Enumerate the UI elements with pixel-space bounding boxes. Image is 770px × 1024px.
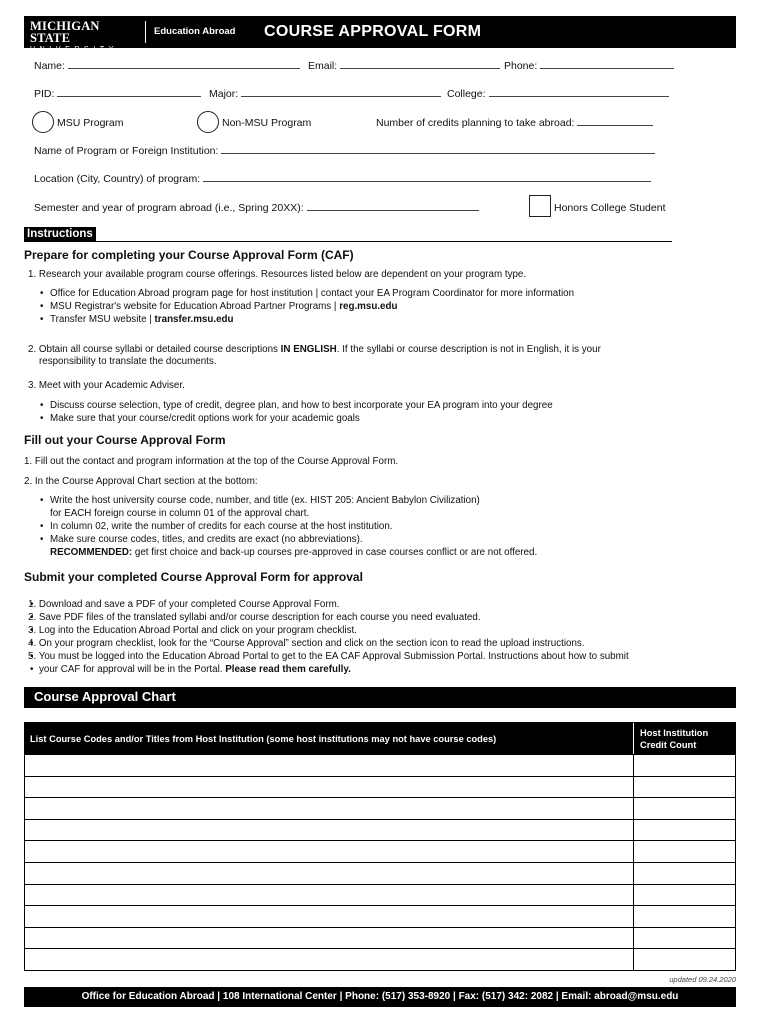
course-cell[interactable] — [25, 906, 633, 927]
table-row — [25, 797, 735, 819]
pid-label: PID: — [34, 88, 55, 100]
instructions-divider — [24, 241, 672, 242]
list-item: • Transfer MSU website | transfer.msu.edu — [38, 313, 574, 326]
location-label: Location (City, Country) of program: — [34, 173, 201, 185]
updated-date: updated 09.24.2020 — [669, 975, 736, 984]
msu-program-radio[interactable] — [32, 111, 54, 133]
table-row — [25, 927, 735, 949]
prepare-heading: Prepare for completing your Course Approval Form (CAF) — [24, 248, 354, 262]
msu-program-label: MSU Program — [57, 117, 124, 129]
credit-cell[interactable] — [633, 863, 735, 884]
col-course-codes-header: List Course Codes and/or Titles from Host Institution (some host institutions may not have course codes) — [30, 734, 497, 744]
name-field[interactable] — [34, 60, 300, 72]
list-item: • 5. You must be logged into the Education Abroad Portal to get to the EA CAF Approval Submission Portal. Instructions about how to submit — [28, 650, 629, 663]
course-cell[interactable] — [25, 755, 633, 776]
list-item: • Write the host university course code, number, and title (ex. HIST 205: Ancient Babylon Civilization) for EACH foreign course in column 01 of the approval chart. — [38, 494, 537, 520]
prepare-step-3: 3. Meet with your Academic Adviser. — [28, 380, 185, 391]
location-field[interactable] — [34, 173, 651, 185]
program-name-field[interactable] — [34, 145, 655, 157]
table-header — [25, 723, 735, 754]
table-row — [25, 884, 735, 906]
list-item: • Make sure that your course/credit options work for your academic goals — [38, 412, 553, 425]
semester-label: Semester and year of program abroad (i.e., Spring 20XX): — [34, 202, 304, 214]
transfer-link[interactable]: transfer.msu.edu — [154, 314, 234, 325]
credit-cell[interactable] — [633, 820, 735, 841]
logo-subline: UNIVERSITY — [30, 46, 119, 53]
submit-steps — [28, 598, 629, 676]
phone-field[interactable] — [504, 60, 674, 72]
credits-label: Number of credits planning to take abroad: — [376, 117, 575, 129]
table-row — [25, 905, 735, 927]
prepare-step-2: 2. Obtain all course syllabi or detailed course descriptions IN ENGLISH. If the syllabi or course description is not in English, it is your — [28, 344, 601, 355]
list-item: • your CAF for approval will be in the Portal. Please read them carefully. — [28, 663, 629, 676]
college-field[interactable] — [447, 88, 669, 100]
list-item: • 2. Save PDF files of the translated syllabi and/or course description for each course you need evaluated. — [28, 611, 629, 624]
form-title: COURSE APPROVAL FORM — [264, 23, 482, 40]
credit-cell[interactable] — [633, 777, 735, 798]
header-bar — [24, 16, 736, 53]
list-item: • In column 02, write the number of credits for each course at the host institution. — [38, 520, 537, 533]
college-label: College: — [447, 88, 486, 100]
course-approval-table — [24, 722, 736, 971]
instructions-tab: Instructions — [24, 227, 96, 242]
prepare-step-1-bullets — [38, 287, 574, 326]
credit-cell[interactable] — [633, 798, 735, 819]
table-row — [25, 754, 735, 776]
course-cell[interactable] — [25, 820, 633, 841]
fill-step-2: 2. In the Course Approval Chart section at the bottom: — [24, 476, 258, 487]
course-cell[interactable] — [25, 885, 633, 906]
table-row — [25, 948, 735, 970]
course-cell[interactable] — [25, 863, 633, 884]
honors-checkbox[interactable] — [529, 195, 551, 217]
msu-logo — [30, 19, 142, 53]
phone-label: Phone: — [504, 60, 538, 72]
course-cell[interactable] — [25, 928, 633, 949]
course-cell[interactable] — [25, 949, 633, 970]
table-row — [25, 840, 735, 862]
unit-name: Education Abroad — [154, 26, 236, 37]
credit-cell[interactable] — [633, 885, 735, 906]
credit-cell[interactable] — [633, 755, 735, 776]
course-cell[interactable] — [25, 841, 633, 862]
prepare-step-3-bullets — [38, 399, 553, 425]
list-item: • 1. Download and save a PDF of your completed Course Approval Form. — [28, 598, 629, 611]
pid-field[interactable] — [34, 88, 201, 100]
credit-cell[interactable] — [633, 906, 735, 927]
list-item: • 3. Log into the Education Abroad Portal and click on your program checklist. — [28, 624, 629, 637]
credit-cell[interactable] — [633, 949, 735, 970]
prepare-step-1: 1. Research your available program course offerings. Resources listed below are dependent on your program type. — [28, 269, 527, 280]
logo-wordmark: MICHIGAN STATE — [30, 19, 100, 45]
table-row — [25, 776, 735, 798]
course-cell[interactable] — [25, 798, 633, 819]
list-item: • Office for Education Abroad program page for host institution | contact your EA Program Coordinator for more information — [38, 287, 574, 300]
credits-field[interactable] — [376, 117, 653, 129]
non-msu-program-radio[interactable] — [197, 111, 219, 133]
fill-heading: Fill out your Course Approval Form — [24, 433, 226, 447]
course-cell[interactable] — [25, 777, 633, 798]
logo-divider — [145, 21, 146, 43]
credit-cell[interactable] — [633, 841, 735, 862]
program-name-label: Name of Program or Foreign Institution: — [34, 145, 219, 157]
list-item: • Make sure course codes, titles, and credits are exact (no abbreviations). RECOMMENDED: get first choice and back-up courses pre-approved in case courses conflict or are not offered. — [38, 533, 537, 559]
list-item: • Discuss course selection, type of credit, degree plan, and how to best incorporate your EA program into your degree — [38, 399, 553, 412]
table-row — [25, 862, 735, 884]
name-label: Name: — [34, 60, 65, 72]
table-row — [25, 819, 735, 841]
fill-step-2-bullets — [38, 494, 537, 559]
honors-label: Honors College Student — [554, 202, 666, 214]
non-msu-program-label: Non-MSU Program — [222, 117, 312, 129]
submit-heading: Submit your completed Course Approval Form for approval — [24, 570, 363, 584]
semester-field[interactable] — [34, 202, 479, 214]
fill-step-1: 1. Fill out the contact and program information at the top of the Course Approval Form. — [24, 456, 399, 467]
reg-link[interactable]: reg.msu.edu — [339, 301, 398, 312]
list-item: • 4. On your program checklist, look for the “Course Approval” section and click on the section icon to read the upload instructions. — [28, 637, 629, 650]
email-field[interactable] — [308, 60, 500, 72]
email-label: Email: — [308, 60, 338, 72]
footer-bar: Office for Education Abroad | 108 International Center | Phone: (517) 353-8920 | Fax: (517) 342: 2082 | Email: abroad@msu.edu — [24, 987, 736, 1007]
course-approval-chart-title: Course Approval Chart — [24, 687, 736, 708]
col-credit-count-header: Host Institution Credit Count — [633, 723, 735, 754]
prepare-step-2-cont: responsibility to translate the documents. — [39, 356, 217, 367]
major-field[interactable] — [209, 88, 441, 100]
list-item: • MSU Registrar's website for Education Abroad Partner Programs | reg.msu.edu — [38, 300, 574, 313]
major-label: Major: — [209, 88, 239, 100]
credit-cell[interactable] — [633, 928, 735, 949]
